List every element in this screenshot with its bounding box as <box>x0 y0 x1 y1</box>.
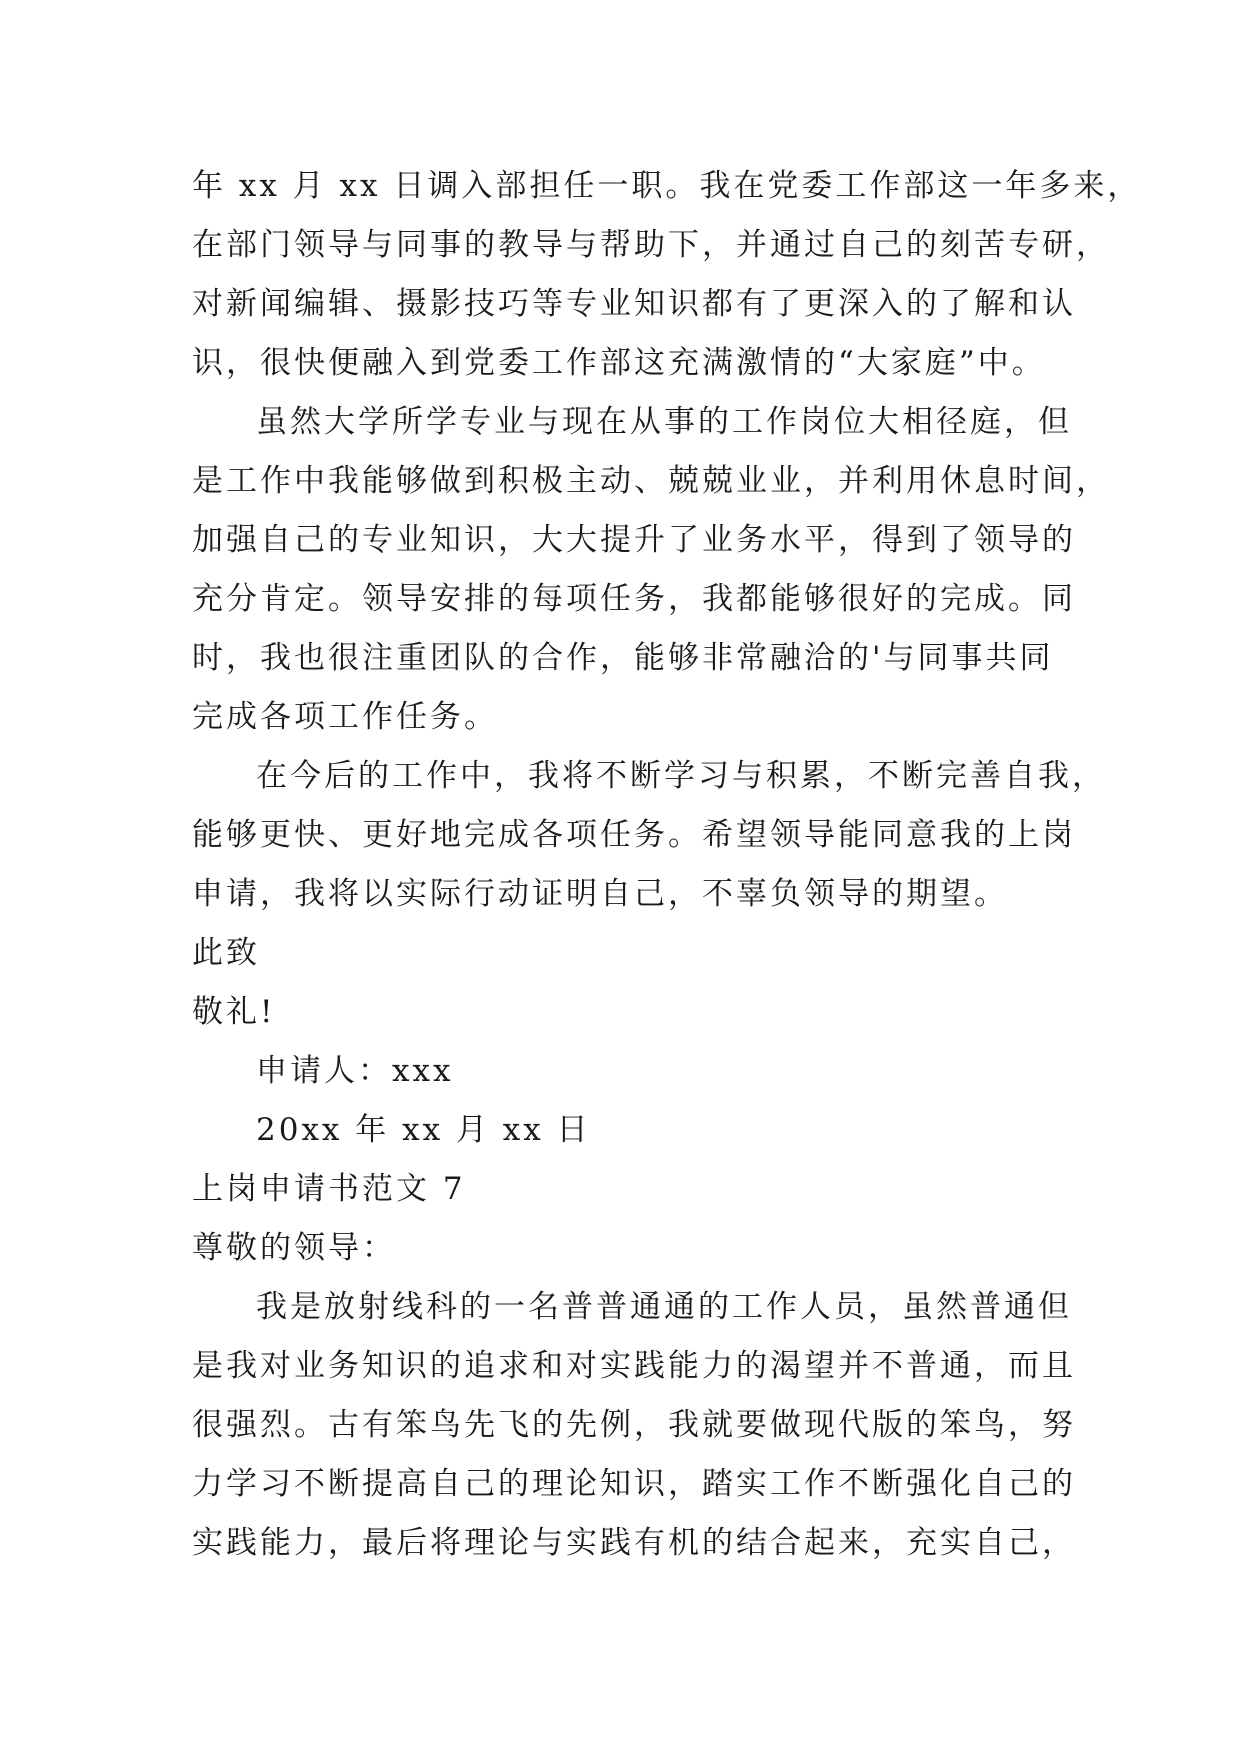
text-line: 时，我也很注重团队的合作，能够非常融洽的'与同事共同 <box>192 640 1054 676</box>
text-line: 是工作中我能够做到积极主动、兢兢业业，并利用休息时间， <box>192 463 1110 499</box>
greeting: 尊敬的领导： <box>192 1230 396 1266</box>
text-line: 力学习不断提高自己的理论知识，踏实工作不断强化自己的 <box>192 1466 1076 1502</box>
text-line: 是我对业务知识的追求和对实践能力的渴望并不普通，而且 <box>192 1348 1076 1384</box>
paragraph-first-line: 在今后的工作中，我将不断学习与积累，不断完善自我， <box>256 758 1106 794</box>
text-line: 完成各项工作任务。 <box>192 699 498 735</box>
applicant-name: 申请人：xxx <box>256 1053 454 1089</box>
text-line: 能够更快、更好地完成各项任务。希望领导能同意我的上岗 <box>192 817 1076 853</box>
text-line: 年 xx 月 xx 日调入部担任一职。我在党委工作部这一年多来， <box>192 168 1142 204</box>
text-line: 充分肯定。领导安排的每项任务，我都能够很好的完成。同 <box>192 581 1076 617</box>
signature-date: 20xx 年 xx 月 xx 日 <box>256 1112 591 1148</box>
text-line: 申请，我将以实际行动证明自己，不辜负领导的期望。 <box>192 876 1008 912</box>
text-line: 很强烈。古有笨鸟先飞的先例，我就要做现代版的笨鸟，努 <box>192 1407 1076 1443</box>
paragraph-first-line: 我是放射线科的一名普普通通的工作人员，虽然普通但 <box>256 1289 1072 1325</box>
text-line: 在部门领导与同事的教导与帮助下，并通过自己的刻苦专研， <box>192 227 1110 263</box>
closing-respect: 敬礼! <box>192 994 276 1030</box>
text-line: 加强自己的专业知识，大大提升了业务水平，得到了领导的 <box>192 522 1076 558</box>
paragraph-first-line: 虽然大学所学专业与现在从事的工作岗位大相径庭，但 <box>256 404 1072 440</box>
closing-salutation: 此致 <box>192 935 260 971</box>
text-line: 识，很快便融入到党委工作部这充满激情的“大家庭”中。 <box>192 345 1046 381</box>
text-line: 对新闻编辑、摄影技巧等专业知识都有了更深入的了解和认 <box>192 286 1076 322</box>
text-line: 实践能力，最后将理论与实践有机的结合起来，充实自己， <box>192 1525 1076 1561</box>
section-heading: 上岗申请书范文 7 <box>192 1171 466 1207</box>
